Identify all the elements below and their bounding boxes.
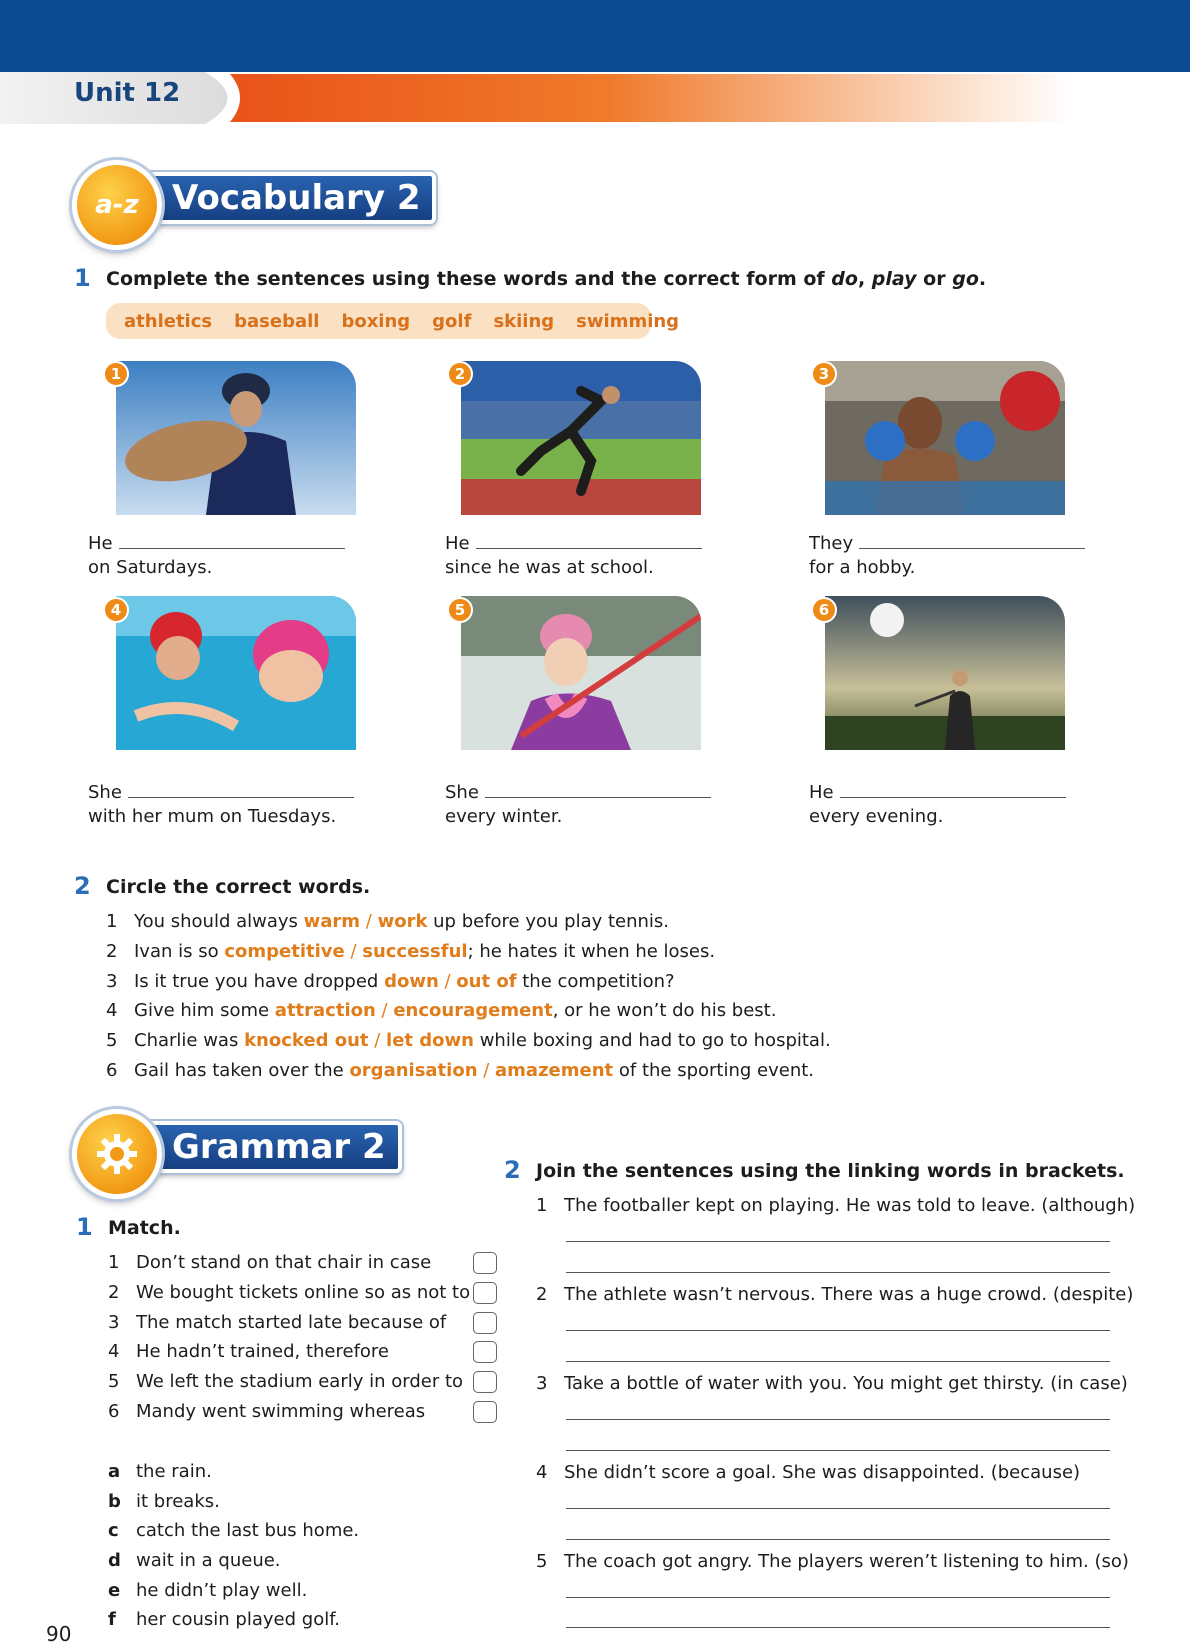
circle-item: 6 Gail has taken over the organisation / amazement of the sporting event. [106,1060,815,1081]
option-b[interactable]: successful [362,941,468,962]
option-a[interactable]: warm [303,911,361,932]
sentence-3: They for a hobby. [809,532,1085,580]
a-z-icon: a-z [72,160,162,250]
option-b[interactable]: out of [456,971,517,992]
match-stem: 1 Don’t stand on that chair in case [108,1252,432,1273]
sprinter-photo [461,361,701,515]
option-b[interactable]: let down [386,1030,474,1051]
answer-box[interactable] [473,1282,497,1304]
exercise-number: 1 [74,264,91,292]
word: boxing [341,310,411,332]
word-box [106,303,680,339]
answer-box[interactable] [473,1401,497,1423]
answer-line[interactable] [566,1627,1110,1628]
word: athletics [124,310,213,332]
answer-box[interactable] [473,1371,497,1393]
exercise-instruction: 2 Join the sentences using the linking words in brackets. [504,1156,1125,1184]
circle-item: 5 Charlie was knocked out / let down while boxing and had to go to hospital. [106,1030,831,1051]
join-item: 3 Take a bottle of water with you. You might get thirsty. (in case) [536,1373,1128,1394]
answer-blank[interactable] [840,783,1066,798]
swimming-photo [116,596,356,750]
item-number: 6 [811,597,837,623]
exercise-number: 2 [74,872,91,900]
join-item: 2 The athlete wasn’t nervous. There was a huge crowd. (despite) [536,1284,1134,1305]
skier-photo [461,596,701,750]
answer-line[interactable] [566,1419,1110,1420]
match-ending: d wait in a queue. [108,1550,281,1571]
item-number: 4 [103,597,129,623]
circle-item: 2 Ivan is so competitive / successful; he hates it when he loses. [106,941,716,962]
exercise-number: 1 [76,1213,93,1241]
answer-line[interactable] [566,1450,1110,1451]
exercise-number: 2 [504,1156,521,1184]
match-stem: 5 We left the stadium early in order to [108,1371,464,1392]
answer-box[interactable] [473,1312,497,1334]
item-number: 5 [447,597,473,623]
sentence-5: She every winter. [445,781,711,829]
answer-blank[interactable] [859,534,1085,549]
word: skiing [493,310,555,332]
exercise-instruction: 2 Circle the correct words. [74,872,371,900]
sentence-4: She with her mum on Tuesdays. [88,781,354,829]
match-ending: c catch the last bus home. [108,1520,360,1541]
circle-item: 4 Give him some attraction / encouragement, or he won’t do his best. [106,1000,777,1021]
golfer-photo [825,596,1065,750]
join-item: 4 She didn’t score a goal. She was disappointed. (because) [536,1462,1081,1483]
answer-box[interactable] [473,1341,497,1363]
baseball-player-photo [116,361,356,515]
answer-line[interactable] [566,1241,1110,1242]
boxers-photo [825,361,1065,515]
match-stem: 3 The match started late because of [108,1312,447,1333]
answer-blank[interactable] [119,534,345,549]
option-a[interactable]: competitive [224,941,345,962]
option-a[interactable]: knocked out [244,1030,369,1051]
answer-line[interactable] [566,1597,1110,1598]
gear-icon [72,1109,162,1199]
answer-line[interactable] [566,1330,1110,1331]
answer-box[interactable] [473,1252,497,1274]
answer-line[interactable] [566,1272,1110,1273]
item-number: 3 [811,361,837,387]
match-stem: 6 Mandy went swimming whereas [108,1401,426,1422]
circle-item: 3 Is it true you have dropped down / out of the competition? [106,971,675,992]
option-b[interactable]: encouragement [393,1000,553,1021]
answer-line[interactable] [566,1508,1110,1509]
top-banner [0,0,1190,72]
unit-label: Unit 12 [74,78,181,108]
match-ending: a the rain. [108,1461,212,1482]
option-a[interactable]: organisation [349,1060,478,1081]
exercise-instruction: 1 Match. [76,1213,181,1241]
item-number: 1 [103,361,129,387]
option-b[interactable]: work [377,911,428,932]
word: baseball [234,310,320,332]
item-number: 2 [447,361,473,387]
word: golf [432,310,472,332]
grammar-title-bar [146,1121,402,1173]
match-stem: 2 We bought tickets online so as not to [108,1282,471,1303]
match-ending: e he didn’t play well. [108,1580,308,1601]
match-ending: f her cousin played golf. [108,1609,340,1630]
page-number: 90 [46,1622,72,1646]
answer-blank[interactable] [485,783,711,798]
option-b[interactable]: amazement [495,1060,614,1081]
sentence-6: He every evening. [809,781,1066,829]
sentence-1: He on Saturdays. [88,532,345,580]
section-title: Grammar 2 [172,1127,386,1167]
option-a[interactable]: down [384,971,439,992]
join-item: 1 The footballer kept on playing. He was told to leave. (although) [536,1195,1136,1216]
section-title: Vocabulary 2 [172,178,421,218]
answer-blank[interactable] [476,534,702,549]
vocabulary-title-bar [146,172,436,224]
answer-line[interactable] [566,1539,1110,1540]
match-ending: b it breaks. [108,1491,220,1512]
option-a[interactable]: attraction [274,1000,376,1021]
exercise-instruction: 1 Complete the sentences using these words and the correct form of do, play or go. [74,264,987,292]
word: swimming [576,310,680,332]
answer-line[interactable] [566,1361,1110,1362]
sentence-2: He since he was at school. [445,532,702,580]
match-stem: 4 He hadn’t trained, therefore [108,1341,389,1362]
answer-blank[interactable] [128,783,354,798]
join-item: 5 The coach got angry. The players weren’t listening to him. (so) [536,1551,1129,1572]
circle-item: 1 You should always warm / work up before you play tennis. [106,911,670,932]
